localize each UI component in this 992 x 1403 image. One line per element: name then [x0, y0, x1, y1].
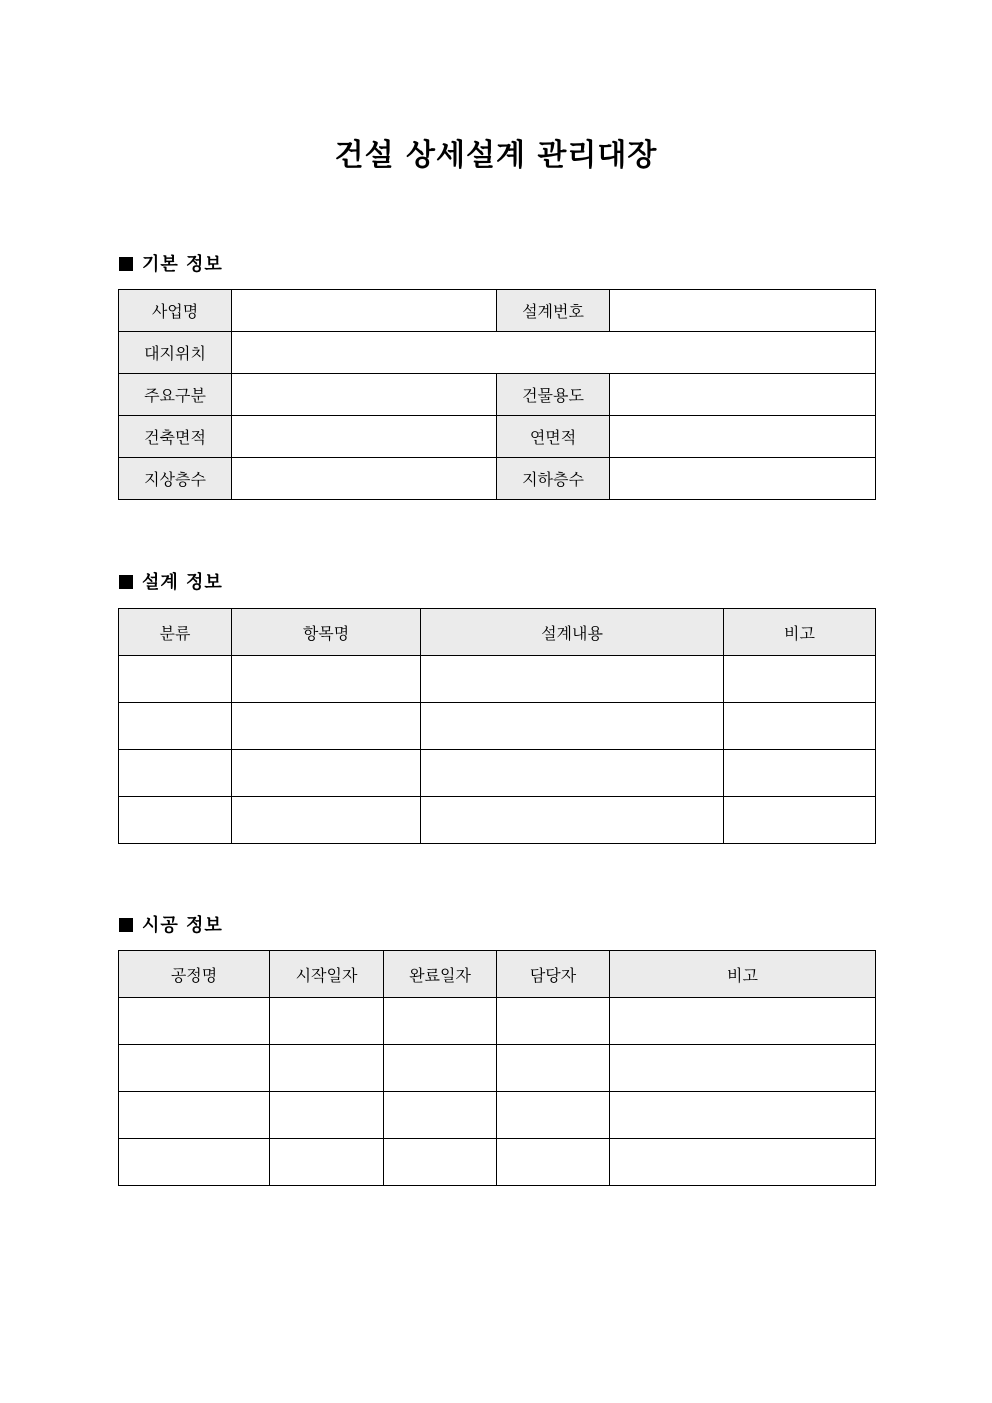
table-cell[interactable] [119, 1092, 270, 1139]
table-cell[interactable] [497, 1092, 610, 1139]
table-cell[interactable] [384, 1092, 497, 1139]
square-bullet-icon [119, 257, 133, 271]
table-cell[interactable] [610, 998, 876, 1045]
business-name-field[interactable] [232, 290, 497, 332]
floors-below-field[interactable] [610, 458, 876, 500]
table-header-row [119, 609, 876, 656]
table-cell[interactable] [119, 750, 232, 797]
column-header: 분류 [119, 609, 232, 656]
building-use-field[interactable] [610, 374, 876, 416]
table-row [119, 1139, 876, 1186]
total-floor-area-field[interactable] [610, 416, 876, 458]
table-cell[interactable] [232, 797, 421, 844]
table-cell[interactable] [724, 703, 876, 750]
table-cell[interactable] [119, 1045, 270, 1092]
table-cell[interactable] [119, 703, 232, 750]
label-total-floor-area: 연면적 [497, 416, 610, 458]
label-floors-above: 지상층수 [119, 458, 232, 500]
table-header-row [119, 951, 876, 998]
table-cell[interactable] [497, 1045, 610, 1092]
table-row [119, 290, 876, 332]
column-header: 완료일자 [384, 951, 497, 998]
table-cell[interactable] [232, 703, 421, 750]
section-heading-design-label: 설계 정보 [142, 572, 223, 593]
table-row [119, 1092, 876, 1139]
table-cell[interactable] [232, 656, 421, 703]
table-cell[interactable] [270, 1139, 384, 1186]
table-cell[interactable] [270, 998, 384, 1045]
table-cell[interactable] [497, 1139, 610, 1186]
column-header: 항목명 [232, 609, 421, 656]
design-number-field[interactable] [610, 290, 876, 332]
table-cell[interactable] [610, 1092, 876, 1139]
table-cell[interactable] [724, 656, 876, 703]
column-header: 시작일자 [270, 951, 384, 998]
section-heading-basic [119, 252, 223, 278]
table-row [119, 998, 876, 1045]
table-cell[interactable] [119, 998, 270, 1045]
table-cell[interactable] [384, 1045, 497, 1092]
design-info-table [118, 608, 876, 844]
column-header: 담당자 [497, 951, 610, 998]
column-header: 비고 [724, 609, 876, 656]
table-cell[interactable] [119, 1139, 270, 1186]
table-cell[interactable] [232, 750, 421, 797]
label-main-category: 주요구분 [119, 374, 232, 416]
section-heading-construction-label: 시공 정보 [142, 915, 223, 936]
label-building-area: 건축면적 [119, 416, 232, 458]
table-cell[interactable] [270, 1045, 384, 1092]
construction-info-table [118, 950, 876, 1186]
table-row [119, 797, 876, 844]
table-cell[interactable] [421, 797, 724, 844]
site-location-field[interactable] [232, 332, 876, 374]
label-design-number: 설계번호 [497, 290, 610, 332]
square-bullet-icon [119, 575, 133, 589]
table-cell[interactable] [610, 1139, 876, 1186]
table-cell[interactable] [724, 750, 876, 797]
page-title: 건설 상세설계 관리대장 [334, 138, 658, 173]
table-row [119, 374, 876, 416]
main-category-field[interactable] [232, 374, 497, 416]
section-heading-basic-label: 기본 정보 [142, 254, 223, 275]
table-row [119, 656, 876, 703]
table-cell[interactable] [270, 1092, 384, 1139]
table-cell[interactable] [421, 656, 724, 703]
table-row [119, 416, 876, 458]
column-header: 공정명 [119, 951, 270, 998]
table-row [119, 1045, 876, 1092]
column-header: 설계내용 [421, 609, 724, 656]
label-business-name: 사업명 [119, 290, 232, 332]
section-heading-construction [119, 913, 223, 939]
table-row [119, 458, 876, 500]
column-header: 비고 [610, 951, 876, 998]
table-cell[interactable] [724, 797, 876, 844]
table-cell[interactable] [119, 797, 232, 844]
label-building-use: 건물용도 [497, 374, 610, 416]
table-row [119, 703, 876, 750]
label-site-location: 대지위치 [119, 332, 232, 374]
table-cell[interactable] [119, 656, 232, 703]
square-bullet-icon [119, 918, 133, 932]
table-cell[interactable] [384, 1139, 497, 1186]
building-area-field[interactable] [232, 416, 497, 458]
section-heading-design [119, 570, 223, 596]
table-cell[interactable] [497, 998, 610, 1045]
table-row [119, 750, 876, 797]
label-floors-below: 지하층수 [497, 458, 610, 500]
table-cell[interactable] [610, 1045, 876, 1092]
table-cell[interactable] [384, 998, 497, 1045]
table-cell[interactable] [421, 703, 724, 750]
floors-above-field[interactable] [232, 458, 497, 500]
basic-info-table [118, 289, 876, 500]
table-row [119, 332, 876, 374]
table-cell[interactable] [421, 750, 724, 797]
